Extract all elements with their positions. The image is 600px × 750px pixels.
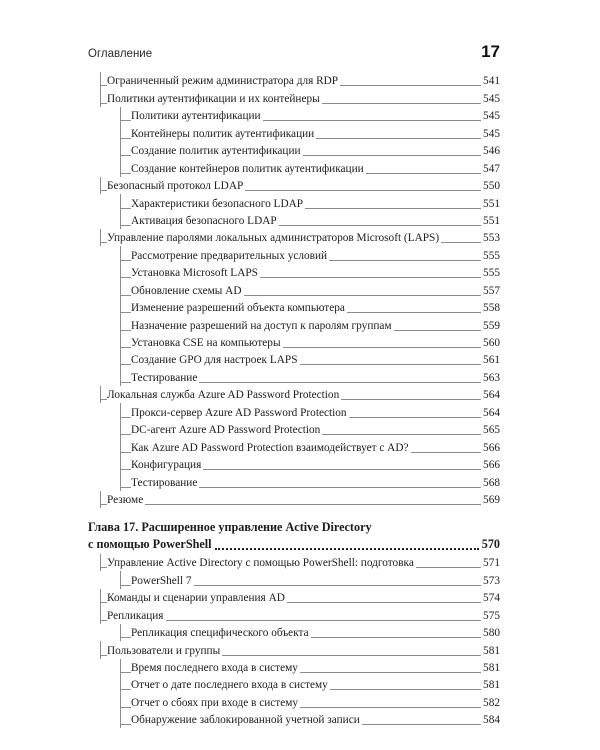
toc-entry-title: Рассмотрение предварительных условий (131, 249, 328, 262)
toc-entry[interactable] (120, 246, 500, 263)
toc-entry[interactable] (100, 491, 500, 508)
toc-section-16 (88, 72, 500, 508)
toc-section-17 (88, 554, 500, 728)
toc-entry-page: 568 (483, 476, 500, 489)
toc-entry-page: 566 (483, 441, 500, 454)
toc-entry[interactable] (120, 473, 500, 490)
toc-entry-title: Команды и сценарии управления AD (107, 592, 285, 605)
toc-entry[interactable] (120, 421, 500, 438)
table-of-contents (88, 72, 500, 728)
toc-entry-title: Обнаружение заблокированной учетной записи (131, 714, 360, 727)
toc-entry[interactable] (120, 281, 500, 298)
toc-entry-title: Тестирование (131, 371, 198, 384)
toc-leader-line (101, 504, 500, 505)
toc-entry-page: 561 (483, 354, 500, 367)
running-title: Оглавление (88, 48, 153, 60)
toc-entry-page: 573 (483, 574, 500, 587)
toc-entry-page: 581 (483, 644, 500, 657)
toc-entry-page: 555 (483, 249, 500, 262)
toc-entry-title: Репликация (107, 609, 164, 622)
toc-entry[interactable] (120, 676, 500, 693)
toc-entry-title: Управление паролями локальных администраторов Microsoft (LAPS) (107, 232, 440, 245)
toc-entry-title: Назначение разрешений на доступ к паролям группам (131, 319, 392, 332)
toc-entry-title: Пользователи и группы (107, 644, 221, 657)
toc-entry-page: 560 (483, 337, 500, 349)
toc-entry-page: 581 (483, 662, 500, 674)
toc-entry-title: PowerShell 7 (131, 574, 192, 587)
toc-entry-title: Установка CSE на компьютеры (131, 337, 281, 349)
toc-entry-title: Прокси-сервер Azure AD Password Protection (131, 406, 347, 419)
toc-entry-page: 563 (483, 371, 500, 384)
toc-entry-page: 574 (483, 592, 500, 605)
toc-entry-title: Характеристики безопасного LDAP (131, 197, 304, 210)
toc-entry-page: 555 (483, 267, 500, 280)
toc-entry-title: Активация безопасного LDAP (131, 214, 277, 227)
toc-entry-title: Контейнеры политик аутентификации (131, 127, 315, 140)
toc-entry-page: 558 (483, 302, 500, 315)
toc-entry[interactable] (100, 641, 500, 658)
toc-entry[interactable] (120, 403, 500, 420)
chapter-title-line1: Глава 17. Расширенное управление Active Directory (88, 519, 372, 534)
toc-entry[interactable] (100, 229, 500, 246)
toc-entry[interactable] (120, 456, 500, 473)
toc-entry-page: 564 (483, 406, 500, 419)
toc-entry[interactable] (120, 107, 500, 124)
toc-entry[interactable] (120, 264, 500, 281)
toc-entry-page: 575 (483, 609, 500, 622)
toc-entry-title: Отчет о сбоях при входе в систему (131, 696, 299, 709)
toc-entry-page: 566 (483, 459, 500, 472)
toc-entry[interactable] (120, 212, 500, 229)
toc-entry-title: Создание политик аутентификации (131, 145, 301, 158)
toc-entry-title: Политики аутентификации (131, 110, 261, 123)
toc-entry[interactable] (120, 142, 500, 159)
toc-entry-page: 553 (483, 232, 500, 245)
toc-entry-page: 545 (483, 127, 500, 140)
toc-entry-title: Отчет о дате последнего входа в систему (131, 679, 328, 692)
toc-entry-page: 557 (483, 284, 500, 297)
toc-entry[interactable] (120, 194, 500, 211)
toc-entry[interactable] (100, 554, 500, 571)
toc-entry[interactable] (120, 438, 500, 455)
toc-entry[interactable] (120, 659, 500, 676)
toc-entry-page: 565 (483, 424, 500, 437)
toc-entry[interactable] (120, 624, 500, 641)
toc-entry-title: Безопасный протокол LDAP (107, 180, 244, 193)
toc-entry[interactable] (120, 368, 500, 385)
toc-entry-title: Как Azure AD Password Protection взаимодействует с AD? (131, 441, 409, 454)
toc-entry[interactable] (100, 386, 500, 403)
toc-entry[interactable] (120, 159, 500, 176)
toc-entry-page: 546 (483, 145, 500, 158)
toc-entry-page: 571 (483, 557, 500, 570)
chapter-page: 570 (481, 536, 500, 551)
toc-entry-title: Политики аутентификации и их контейнеры (107, 92, 320, 105)
toc-entry-page: 541 (483, 75, 500, 88)
toc-entry-page: 551 (483, 214, 500, 227)
toc-entry[interactable] (100, 72, 500, 89)
toc-entry[interactable] (120, 571, 500, 588)
toc-entry[interactable] (100, 177, 500, 194)
page-header (88, 44, 500, 66)
toc-entry-title: Репликация специфического объекта (131, 627, 309, 640)
toc-entry[interactable] (120, 334, 500, 351)
toc-entry-page: 580 (483, 627, 500, 640)
toc-entry-title: Создание контейнеров политик аутентификации (131, 162, 364, 175)
toc-entry[interactable] (120, 711, 500, 728)
toc-entry-page: 581 (483, 679, 500, 692)
toc-entry-page: 559 (483, 319, 500, 332)
toc-entry-page: 584 (483, 714, 500, 727)
toc-entry-title: Изменение разрешений объекта компьютера (131, 302, 345, 315)
toc-entry-title: Ограниченный режим администратора для RDP (107, 75, 339, 88)
toc-entry-page: 550 (483, 180, 500, 193)
toc-entry-title: Локальная служба Azure AD Password Protection (107, 389, 340, 402)
toc-entry[interactable] (120, 124, 500, 141)
toc-entry-title: Управление Active Directory с помощью PowerShell: подготовка (107, 557, 414, 570)
toc-entry[interactable] (100, 89, 500, 106)
toc-entry[interactable] (100, 589, 500, 606)
toc-entry-title: Время последнего входа в систему (131, 662, 298, 674)
chapter-leader-dots (215, 548, 479, 550)
toc-entry[interactable] (100, 606, 500, 623)
toc-entry-title: Установка Microsoft LAPS (131, 267, 258, 280)
toc-entry[interactable] (120, 693, 500, 710)
toc-entry-title: Тестирование (131, 476, 198, 489)
toc-entry-title: Резюме (107, 493, 144, 506)
toc-entry[interactable] (120, 351, 500, 368)
chapter-title-line2: с помощью PowerShell (88, 536, 212, 551)
page-number: 17 (481, 42, 500, 61)
toc-entry-title: Конфигурация (131, 459, 202, 472)
toc-entry-page: 551 (483, 197, 500, 210)
toc-entry-page: 569 (483, 493, 500, 506)
toc-entry[interactable] (120, 299, 500, 316)
toc-entry-title: Создание GPO для настроек LAPS (131, 354, 298, 367)
toc-chapter-17[interactable] (88, 518, 500, 554)
toc-entry[interactable] (120, 316, 500, 333)
toc-entry-page: 545 (483, 110, 500, 123)
toc-entry-page: 547 (483, 162, 500, 175)
toc-entry-page: 564 (483, 389, 500, 402)
toc-entry-page: 545 (483, 92, 500, 105)
toc-entry-title: DC-агент Azure AD Password Protection (131, 424, 321, 437)
toc-entry-title: Обновление схемы AD (131, 284, 242, 297)
toc-entry-page: 582 (483, 696, 500, 709)
